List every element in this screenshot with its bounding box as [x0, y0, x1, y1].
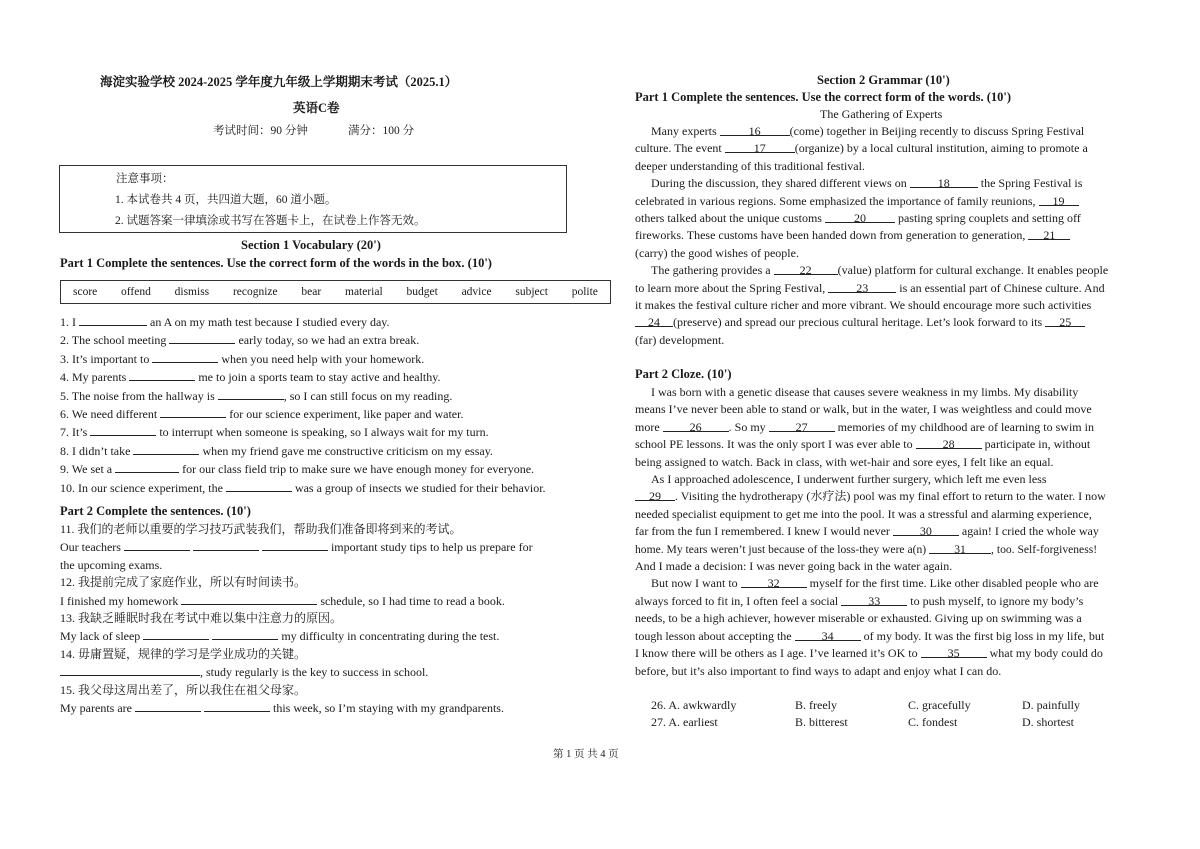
blank-20[interactable]: 20: [825, 210, 895, 223]
vocab-sentence: 4. My parents me to join a sports team to stay active and healthy.: [60, 370, 441, 385]
answer-blank[interactable]: [204, 699, 270, 712]
answer-blank[interactable]: [124, 538, 190, 551]
word-item: subject: [515, 286, 548, 298]
english-sentence: My parents are this week, so I’m staying with my grandparents.: [60, 701, 504, 716]
option-26-a[interactable]: 26. A. awkwardly: [651, 698, 737, 712]
word-item: offend: [121, 286, 151, 298]
passage-line: always forced to fit in, I often feel a social 33 to push myself, to ignore my body’s: [635, 593, 1084, 608]
chinese-prompt: 12. 我提前完成了家庭作业，所以有时间读书。: [60, 575, 307, 590]
chinese-prompt: 14. 毋庸置疑，规律的学习是学业成功的关键。: [60, 646, 307, 661]
passage-line: During the discussion, they shared different views on 18 the Spring Festival is: [651, 176, 1083, 191]
english-sentence: My lack of sleep my difficulty in concentrating during the test.: [60, 629, 500, 644]
passage-line: And I made a decision: I was never going back in the water again.: [635, 559, 953, 574]
english-sentence: I finished my homework schedule, so I had time to read a book.: [60, 593, 505, 608]
answer-blank[interactable]: [262, 538, 328, 551]
page-footer: 第 1 页 共 4 页: [553, 749, 619, 760]
notice-box: [59, 165, 567, 233]
word-item: score: [73, 286, 98, 298]
passage-line: far from the fun I remembered. I knew I would never 30 again! I cried the whole way: [635, 524, 1099, 539]
word-item: polite: [571, 286, 598, 298]
translation-list: [60, 521, 533, 717]
word-item: material: [345, 286, 383, 298]
word-item: recognize: [232, 286, 278, 298]
vocab-sentence: 9. We set a for our class field trip to make sure we have enough money for everyone.: [60, 462, 535, 477]
notice-heading: 注意事项：: [116, 173, 174, 185]
passage-line: before, but it’s also important to find ways to adapt and enjoy what I can do.: [635, 663, 1002, 678]
english-sentence: , study regularly is the key to success in school.: [60, 663, 533, 681]
passage-line: The gathering provides a 22 (value) platform for cultural exchange. It enables people: [651, 263, 1109, 278]
blank-17[interactable]: 17: [725, 140, 795, 153]
passage-line: celebrated in various regions. Some emphasized the importance of family reunions, 19: [635, 193, 1141, 210]
blank-33[interactable]: 33: [841, 593, 907, 606]
passage-line: being assigned to watch. Back in class, with wet-hair and sore eyes, I felt like an equal.: [635, 454, 1054, 469]
passage-line: to learn more about the Spring Festival, 23 is an essential part of Chinese culture. And: [635, 280, 1105, 295]
cloze-passage: [635, 384, 1141, 680]
answer-blank[interactable]: [152, 350, 218, 363]
passage-line: 29 . Visiting the hydrotherapy (水疗法) pool was my final effort to return to the water. I now: [635, 488, 1141, 505]
blank-22[interactable]: 22: [774, 262, 838, 275]
notice-item-2: 2. 试题答案一律填涂或书写在答题卡上，在试卷上作答无效。: [115, 215, 426, 227]
passage-line: culture. The event 17 (organize) by a local cultural institution, aiming to promote a: [635, 141, 1088, 156]
section2-part1-title: Part 1 Complete the sentences. Use the correct form of the words. (10'): [635, 90, 1012, 104]
passage-title: The Gathering of Experts: [820, 107, 943, 121]
blank-23[interactable]: 23: [828, 280, 896, 293]
passage-line: others talked about the unique customs 20 pasting spring couplets and setting off: [635, 211, 1081, 226]
answer-blank[interactable]: [135, 699, 201, 712]
answer-blank[interactable]: [133, 442, 199, 455]
answer-blank[interactable]: [193, 538, 259, 551]
option-26-c[interactable]: C. gracefully: [908, 698, 971, 712]
passage-line: needed specialist equipment to get me into the pool. It was a stressful and alarming experience,: [635, 506, 1092, 521]
blank-35[interactable]: 35: [921, 645, 987, 658]
blank-34[interactable]: 34: [795, 628, 861, 641]
word-item: bear: [301, 286, 322, 298]
exam-score: 满分：100 分: [348, 125, 415, 137]
passage-line: fireworks. These customs have been handed down from generation to generation, 21: [635, 227, 1141, 244]
vocab-sentence: 8. I didn’t take when my friend gave me constructive criticism on my essay.: [60, 443, 493, 458]
blank-26[interactable]: 26: [663, 419, 729, 432]
blank-30[interactable]: 30: [893, 523, 959, 536]
blank-25[interactable]: 25: [1045, 314, 1085, 327]
blank-21[interactable]: 21: [1028, 227, 1070, 240]
blank-24[interactable]: 24: [635, 314, 673, 327]
vocab-sentence: 5. The noise from the hallway is , so I can still focus on my reading.: [60, 388, 453, 403]
vocab-sentence: 7. It’s to interrupt when someone is speaking, so I always wait for my turn.: [60, 425, 489, 440]
chinese-prompt: 15. 我父母这周出差了，所以我住在祖父母家。: [60, 682, 307, 697]
vocab-sentence: 3. It’s important to when you need help with your homework.: [60, 351, 425, 366]
exam-title: 海淀实验学校 2024-2025 学年度九年级上学期期末考试（2025.1）: [100, 75, 458, 89]
passage-line: deeper understanding of this traditional festival.: [635, 158, 865, 173]
word-item: advice: [461, 286, 492, 298]
notice-item-1: 1. 本试卷共 4 页，共四道大题，60 道小题。: [115, 194, 337, 206]
exam-time: 考试时间：90 分钟: [213, 125, 308, 137]
grammar-passage: [635, 123, 1141, 349]
section1-part1-title: Part 1 Complete the sentences. Use the correct form of the words in the box. (10'): [60, 256, 492, 270]
answer-blank[interactable]: [169, 331, 235, 344]
passage-line: Many experts 16 (come) together in Beijing recently to discuss Spring Festival: [651, 124, 1085, 138]
blank-16[interactable]: 16: [720, 123, 790, 136]
section2-title: Section 2 Grammar (10'): [817, 73, 950, 87]
blank-19[interactable]: 19: [1039, 193, 1079, 206]
paper-title: 英语C卷: [293, 101, 340, 115]
vocab-sentence: 6. We need different for our science experiment, like paper and water.: [60, 407, 464, 422]
passage-line: more 26 . So my 27 memories of my childhood are of learning to swim in: [635, 419, 1094, 434]
answer-blank[interactable]: [212, 627, 278, 640]
passage-line: 24 (preserve) and spread our precious cultural heritage. Let’s look forward to its 25: [635, 314, 1141, 331]
passage-line: (far) development.: [635, 332, 725, 347]
english-sentence-cont: the upcoming exams.: [60, 557, 163, 572]
blank-31[interactable]: 31: [929, 541, 991, 554]
answer-blank[interactable]: [115, 460, 179, 473]
passage-line: As I approached adolescence, I underwent further surgery, which left me even less: [651, 472, 1047, 487]
blank-29[interactable]: 29: [635, 488, 675, 501]
passage-line: home. My tears weren’t just because of the loss-they were a(n) 31 , too. Self-forgiveness!: [635, 542, 1098, 556]
section1-title: Section 1 Vocabulary (20'): [241, 238, 381, 252]
passage-line: it makes the festival culture richer and more vibrant. We should encourage more such activities: [635, 298, 1092, 313]
vocab-sentence: 10. In our science experiment, the was a group of insects we studied for their behavior.: [60, 480, 546, 495]
word-item: budget: [406, 286, 438, 298]
passage-line: But now I want to 32 myself for the first time. Like other disabled people who are: [651, 576, 1099, 591]
passage-line: (carry) the good wishes of people.: [635, 245, 799, 260]
vocab-sentence-list: [60, 313, 546, 497]
passage-line: tough lesson about accepting the 34 of my body. It was the first big loss in my life, but: [635, 628, 1105, 643]
option-27-b[interactable]: B. bitterest: [795, 715, 848, 729]
answer-blank[interactable]: [160, 405, 226, 418]
section2-part2-title: Part 2 Cloze. (10'): [635, 367, 732, 381]
vocab-sentence: 1. I an A on my math test because I studied every day.: [60, 315, 390, 329]
answer-blank[interactable]: [90, 423, 156, 436]
passage-line: needs, to be a high achiever, however miserable or exhausted. Giving up on swimming was a: [635, 611, 1082, 626]
blank-18[interactable]: 18: [910, 175, 978, 188]
option-27-d[interactable]: D. shortest: [1022, 715, 1074, 729]
passage-line: I know there will be others as I age. I’ve learned it’s OK to 35 what my body could do: [635, 646, 1103, 661]
english-sentence: Our teachers important study tips to help us prepare for: [60, 540, 533, 555]
word-box: [60, 280, 611, 304]
word-item: dismiss: [174, 286, 210, 298]
vocab-sentence: 2. The school meeting early today, so we had an extra break.: [60, 333, 420, 348]
answer-blank[interactable]: [143, 627, 209, 640]
option-26-b[interactable]: B. freely: [795, 698, 837, 712]
passage-line: I was born with a genetic disease that causes severe weakness in my limbs. My disability: [651, 385, 1079, 399]
passage-line: means I’ve never been able to stand or walk, but in the water, I was weightless and could move: [635, 402, 1092, 417]
answer-blank[interactable]: [60, 663, 200, 676]
answer-blank[interactable]: [226, 479, 292, 492]
option-26-d[interactable]: D. painfully: [1022, 698, 1080, 712]
blank-32[interactable]: 32: [741, 575, 807, 588]
option-27-a[interactable]: 27. A. earliest: [651, 715, 718, 729]
blank-27[interactable]: 27: [769, 419, 835, 432]
answer-blank[interactable]: [181, 592, 317, 605]
section1-part2-title: Part 2 Complete the sentences. (10'): [60, 504, 251, 518]
chinese-prompt: 11. 我们的老师以重要的学习技巧武装我们，帮助我们准备即将到来的考试。: [60, 522, 462, 536]
answer-blank[interactable]: [218, 387, 284, 400]
option-27-c[interactable]: C. fondest: [908, 715, 958, 729]
answer-blank[interactable]: [79, 313, 147, 326]
blank-28[interactable]: 28: [916, 436, 982, 449]
answer-blank[interactable]: [129, 368, 195, 381]
chinese-prompt: 13. 我缺乏睡眠时我在考试中难以集中注意力的原因。: [60, 611, 343, 626]
passage-line: school PE lessons. It was the only sport I was ever able to 28 participate in, without: [635, 437, 1091, 452]
